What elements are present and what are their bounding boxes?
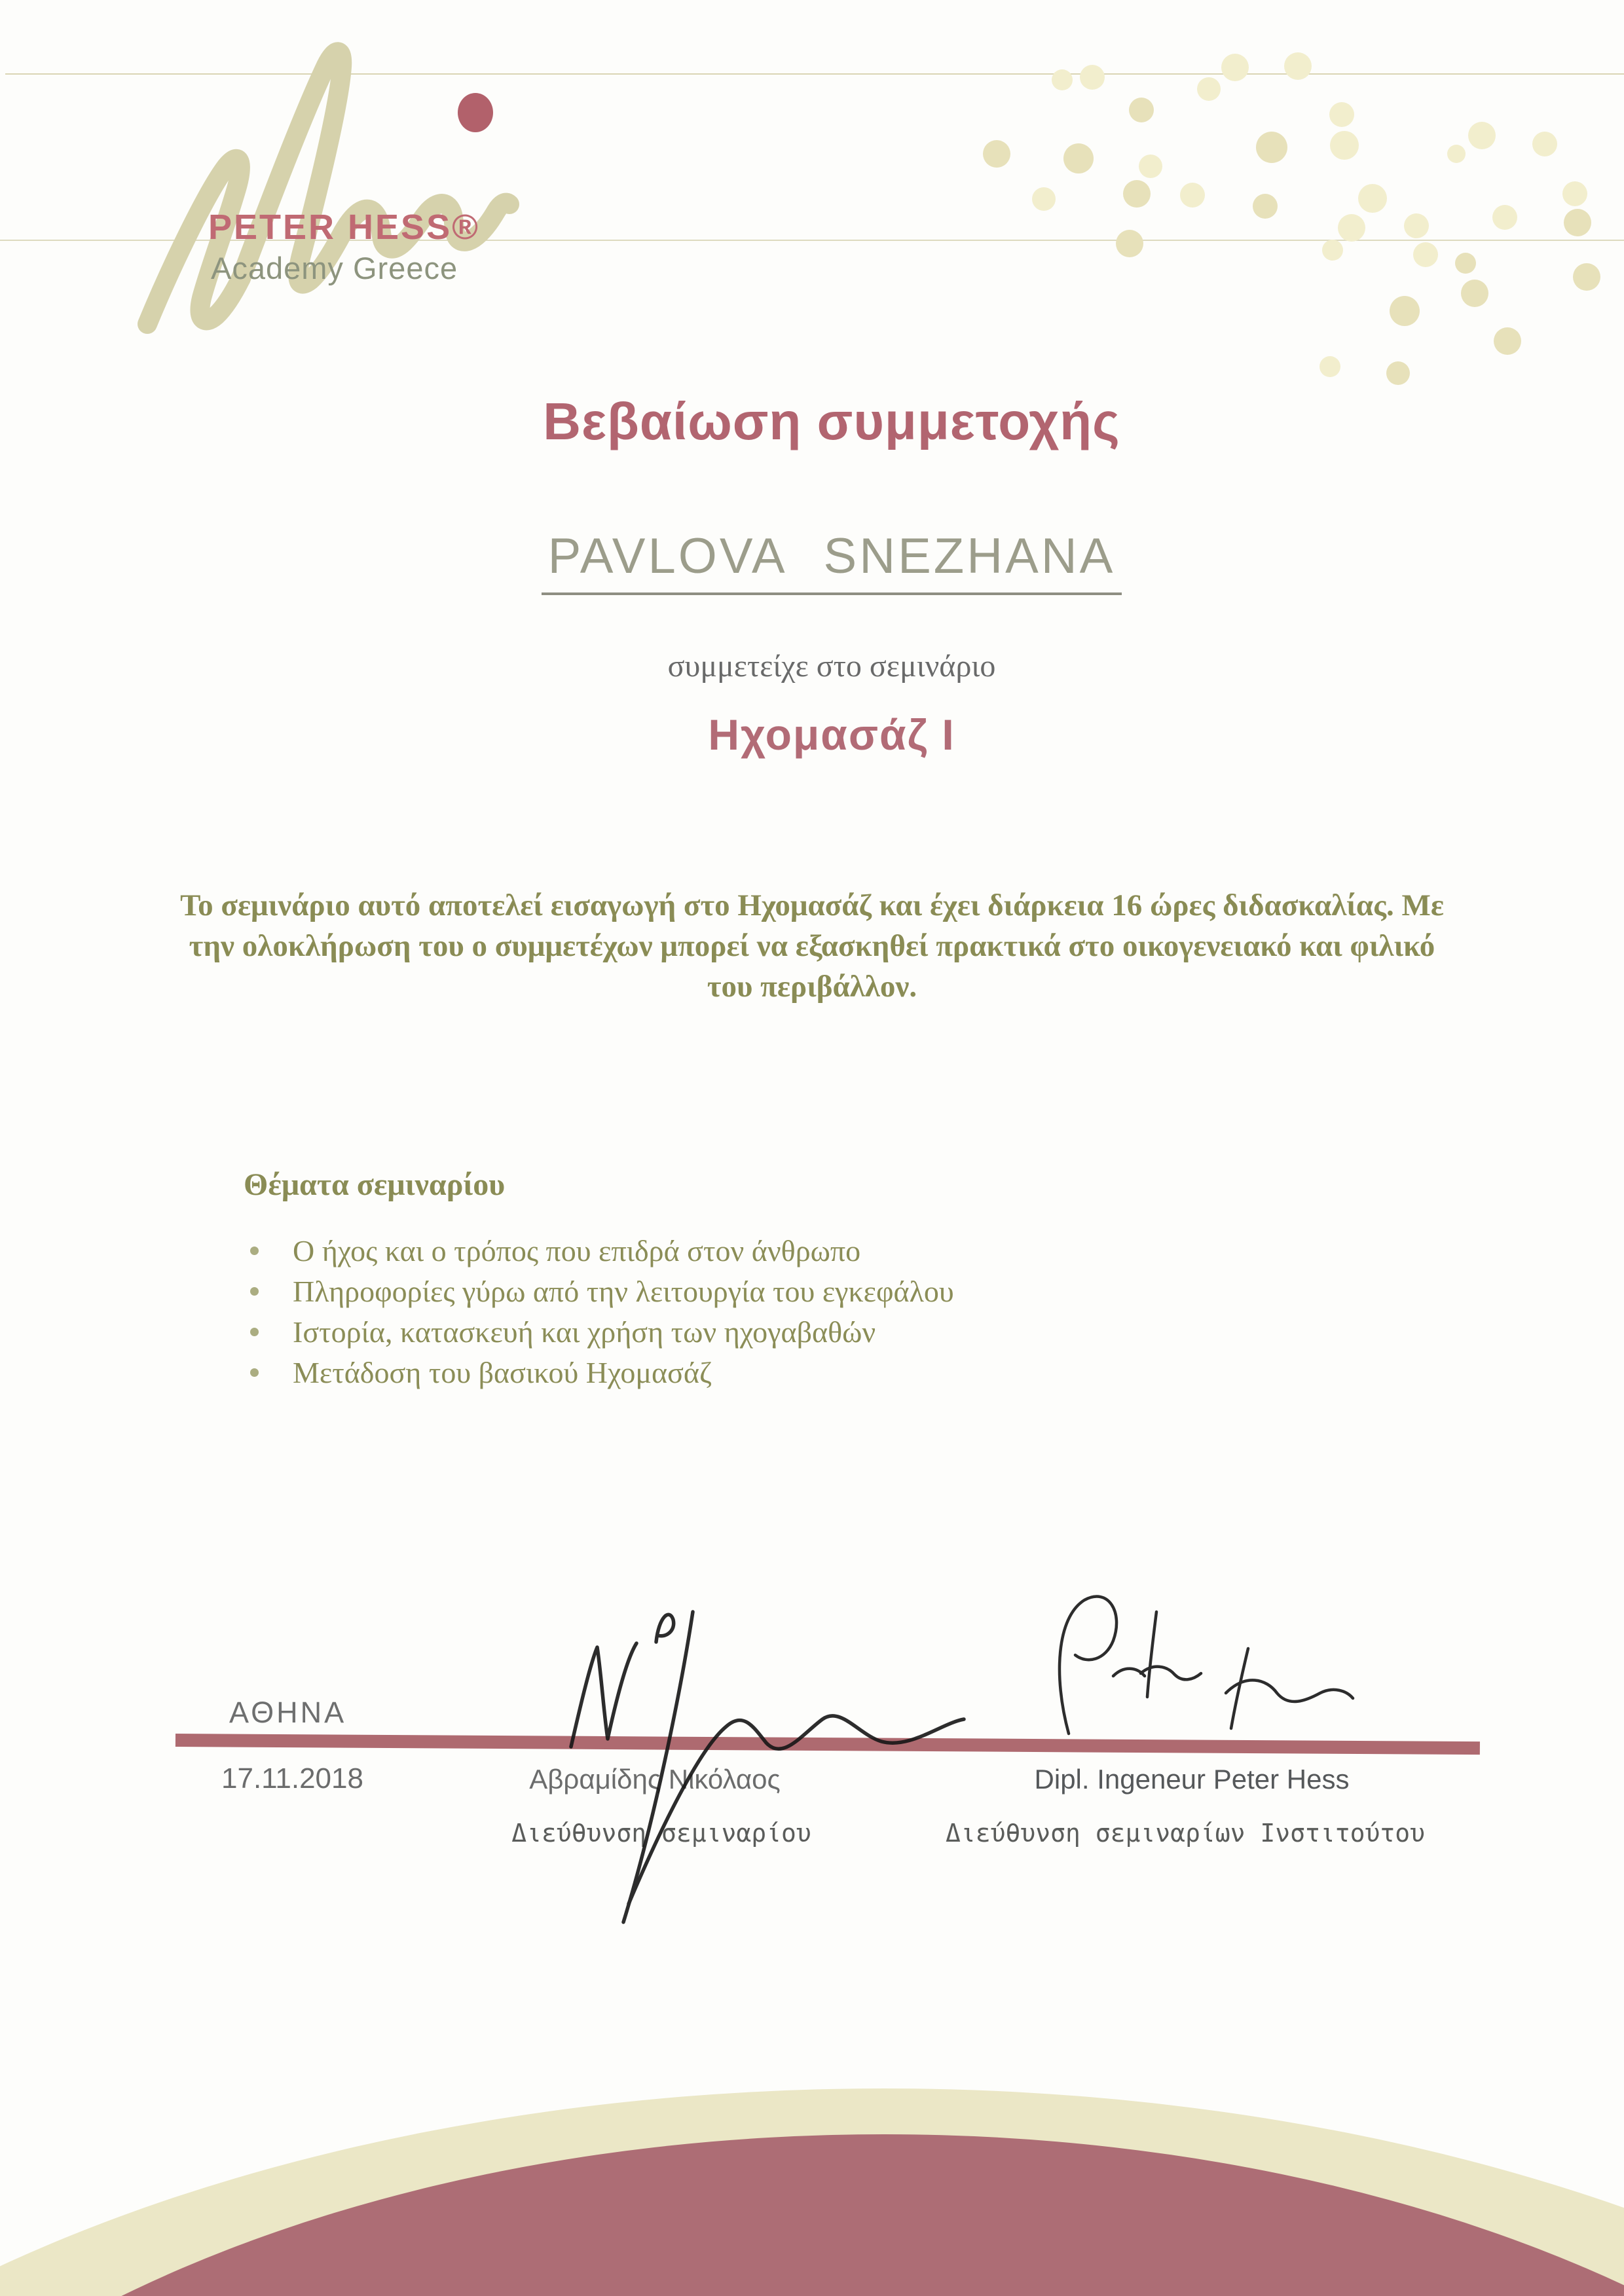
topic-text: Μετάδοση του βασικού Ηχομασάζ — [293, 1356, 712, 1389]
topic-text: Πληροφορίες γύρω από την λειτουργία του εγκεφάλου — [293, 1275, 954, 1308]
confetti-dot — [1532, 132, 1557, 156]
confetti-dot — [1322, 240, 1343, 261]
signature-peter-hess-ink — [1060, 1597, 1353, 1734]
topic-item — [250, 1231, 954, 1271]
participant-name — [39, 528, 1624, 595]
confetti-dot — [1032, 187, 1056, 211]
confetti-dot — [1063, 143, 1094, 173]
topic-item — [250, 1271, 954, 1312]
confetti-dot — [1129, 98, 1154, 122]
confetti-dot — [1461, 280, 1488, 307]
confetti-dot — [1338, 214, 1365, 242]
confetti-dot — [1116, 230, 1143, 257]
signatory-1-name: Αβραμίδης Νικόλαος — [529, 1764, 781, 1795]
topic-text: Ιστορία, κατασκευή και χρήση των ηχογαβαθών — [293, 1315, 876, 1349]
confetti-dot — [1052, 69, 1073, 90]
city-label: ΑΘΗΝΑ — [229, 1696, 347, 1729]
confetti-dot — [1455, 253, 1476, 274]
bullet-icon — [250, 1328, 259, 1336]
confetti-dot — [1221, 54, 1249, 81]
confetti-dot — [1562, 181, 1587, 206]
topic-text: Ο ήχος και ο τρόπος που επιδρά στον άνθρωπο — [293, 1234, 861, 1267]
confetti-dot — [1329, 102, 1354, 127]
seminar-description: Το σεμινάριο αυτό αποτελεί εισαγωγή στο Ηχομασάζ και έχει διάρκεια 16 ώρες διδασκαλίας. Με την ολοκλήρωση του ο συμμετέχων μπορεί να εξασκηθεί πρακτικά στο οικογενειακό και φιλικό του περιβάλλον. — [180, 888, 1444, 1004]
brand-subtitle: Academy Greece — [211, 251, 458, 285]
confetti-dot — [1447, 145, 1466, 163]
confetti-dot — [1253, 194, 1278, 219]
confetti-dot — [1320, 356, 1340, 377]
participant-name-underlined: PAVLOVA SNEZHANA — [542, 528, 1122, 595]
signatory-2-role: Διεύθυνση σεμιναρίων Ινστιτούτου — [945, 1819, 1426, 1848]
confetti-dot — [983, 140, 1010, 168]
phi-dot — [458, 93, 493, 132]
topic-item — [250, 1312, 954, 1353]
participation-line: συμμετείχε στο σεμινάριο — [667, 649, 996, 683]
peter-hess-phi-logo-icon — [85, 26, 530, 334]
confetti-dot — [1358, 184, 1387, 213]
confetti-dot — [1386, 361, 1410, 385]
seminar-title: Ηχομασάζ Ι — [708, 710, 955, 759]
confetti-dot — [1390, 296, 1420, 326]
bullet-icon — [250, 1368, 259, 1377]
confetti-dot — [1564, 209, 1591, 236]
confetti-dot — [1468, 122, 1496, 149]
confetti-dot — [1330, 131, 1359, 160]
signatory-1-role: Διεύθυνση σεμιναρίου — [511, 1819, 811, 1848]
confetti-dot — [1197, 77, 1221, 101]
confetti-dot — [1080, 65, 1105, 90]
confetti-dot — [1573, 263, 1600, 291]
confetti-dot — [1180, 183, 1205, 208]
confetti-dot — [1494, 327, 1521, 355]
brand-name: PETER HESS® — [208, 208, 480, 247]
confetti-dot — [1413, 242, 1438, 267]
bullet-icon — [250, 1247, 259, 1255]
confetti-dot — [1123, 180, 1151, 208]
certificate-title: Βεβαίωση συμμετοχής — [543, 392, 1120, 450]
confetti-dot — [1492, 205, 1517, 230]
topics-heading: Θέματα σεμιναρίου — [244, 1167, 506, 1202]
signatory-2-name: Dipl. Ingeneur Peter Hess — [1034, 1764, 1350, 1795]
confetti-dot — [1404, 213, 1429, 238]
date-label: 17.11.2018 — [221, 1762, 363, 1795]
confetti-dot — [1284, 52, 1312, 80]
topic-item — [250, 1353, 954, 1393]
confetti-dot — [1139, 155, 1162, 178]
confetti-dot — [1256, 132, 1287, 163]
signature-rule-line — [175, 1734, 1480, 1755]
bullet-icon — [250, 1287, 259, 1296]
topics-list — [250, 1231, 954, 1393]
